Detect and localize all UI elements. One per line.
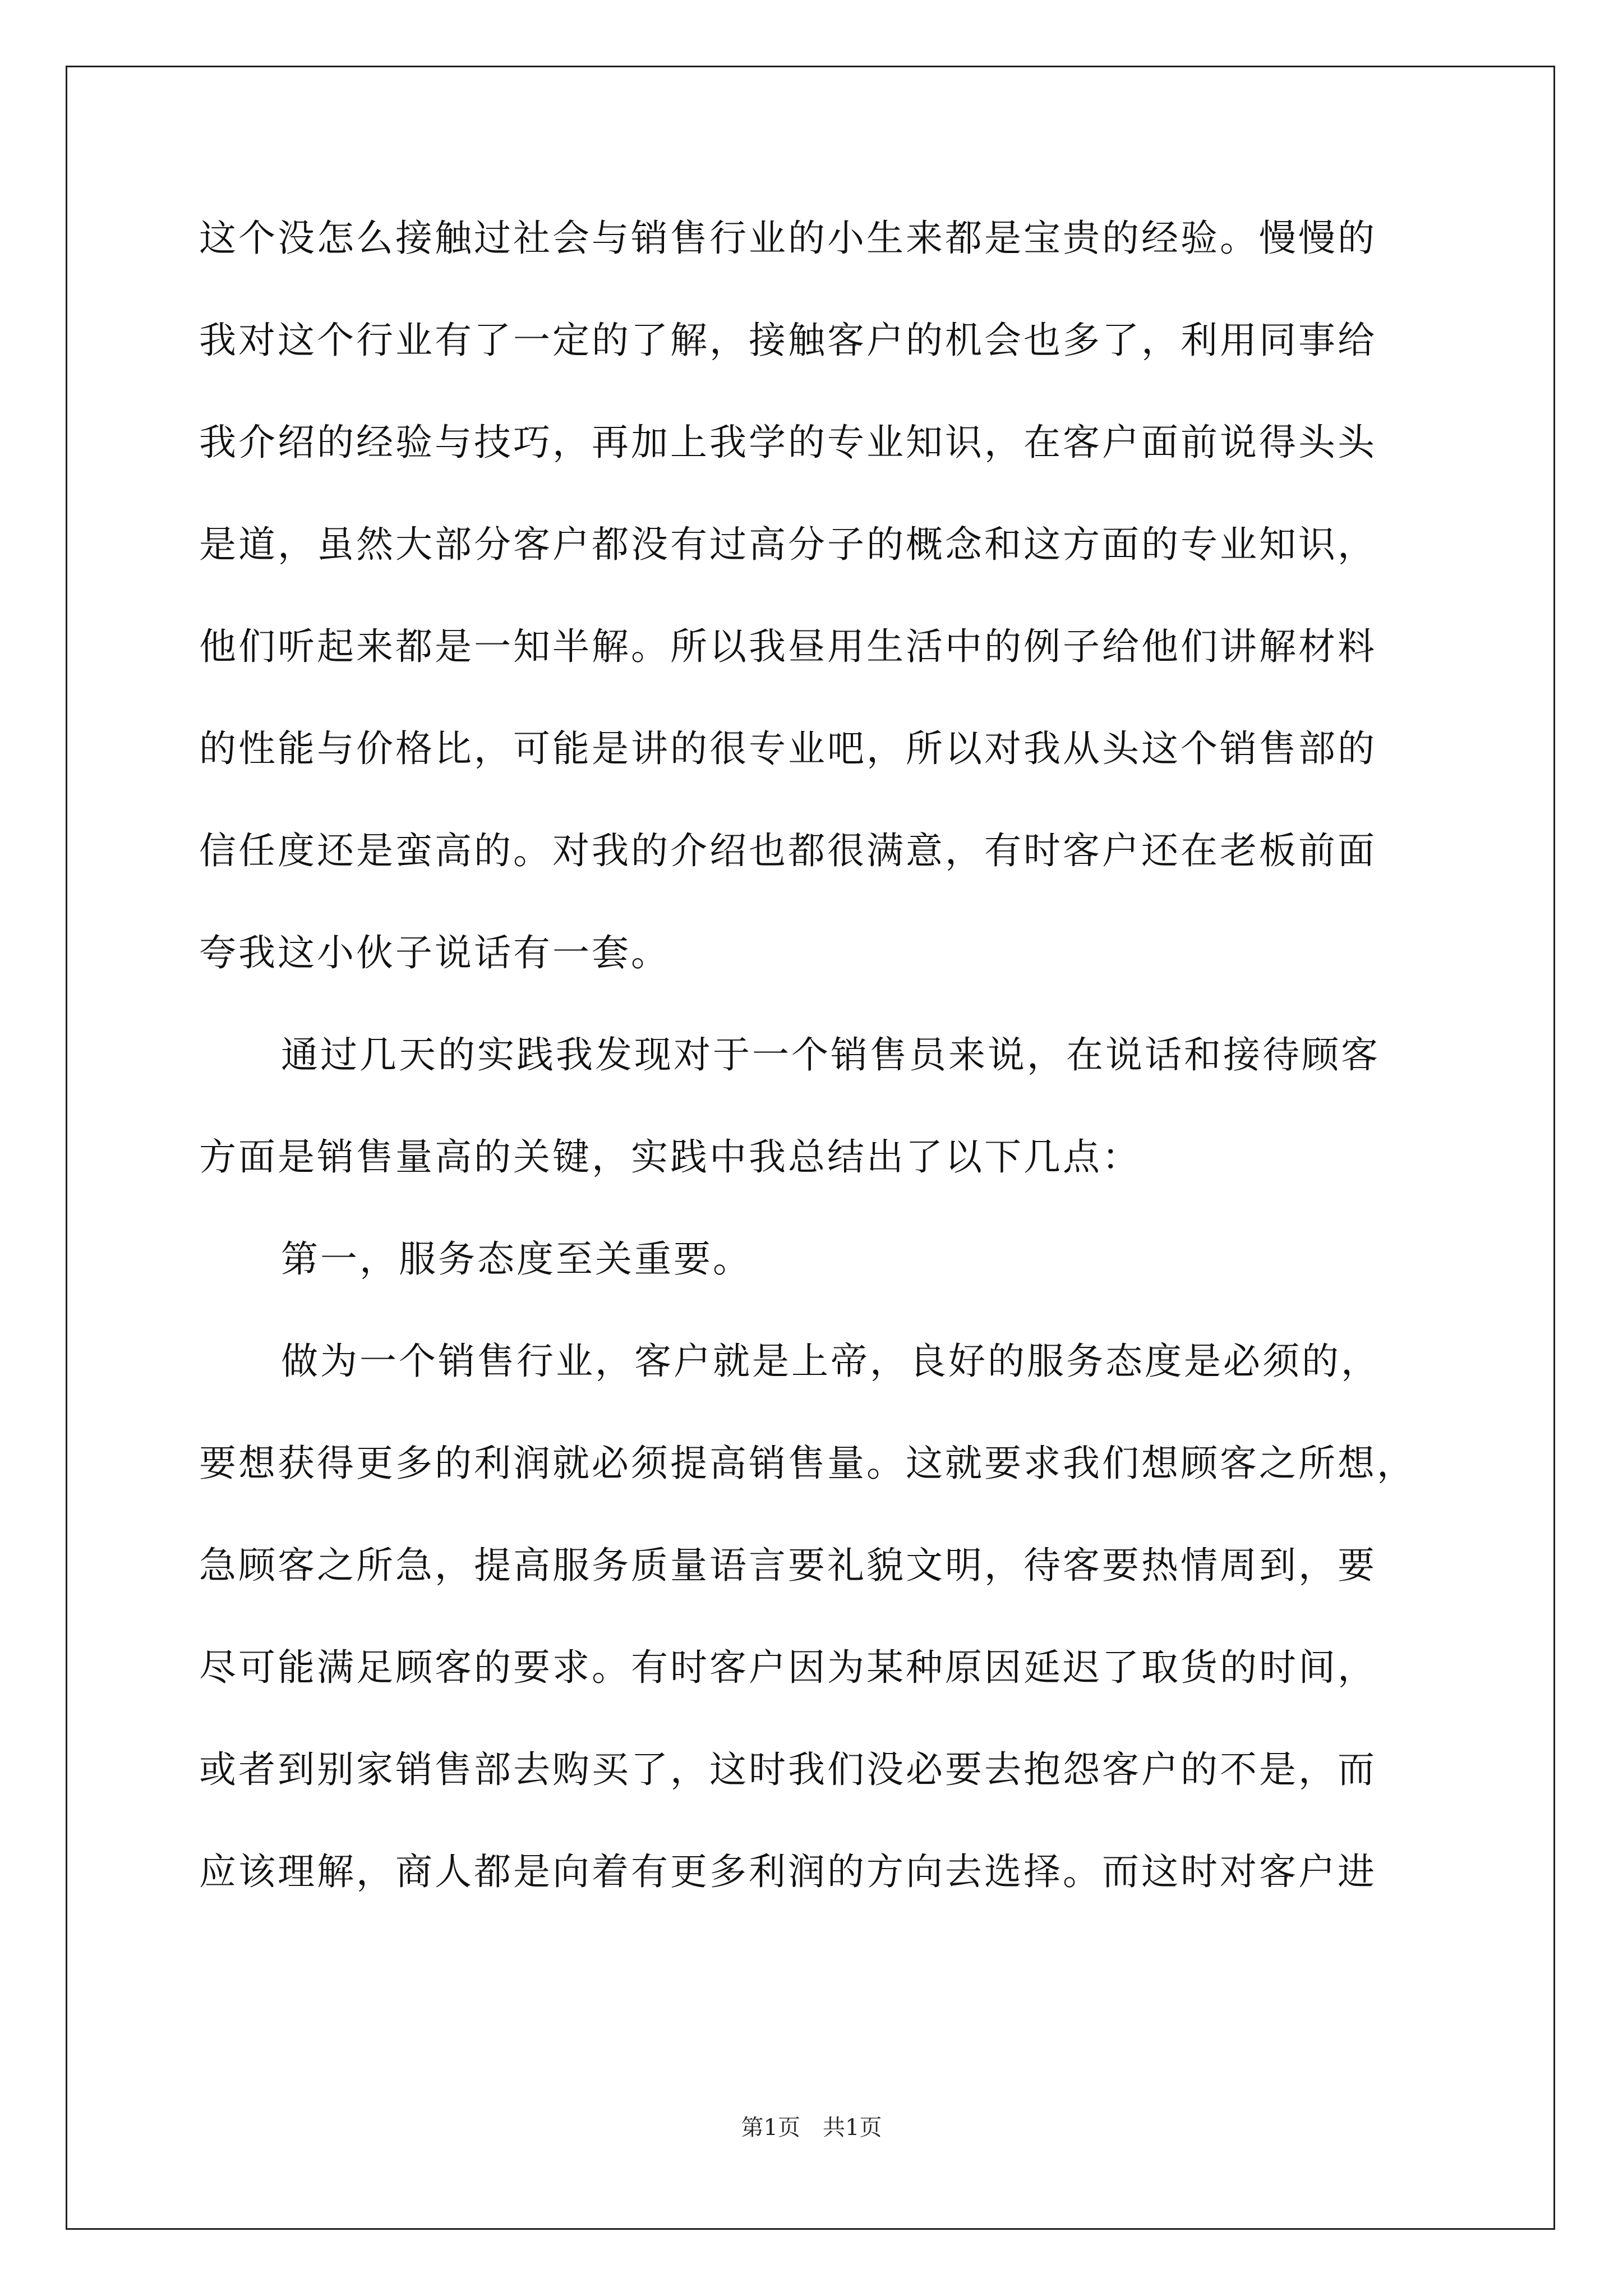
page-footer: 第1页 共1页 xyxy=(741,2115,882,2141)
text-line: 是道，虽然大部分客户都没有过高分子的概念和这方面的专业知识， xyxy=(199,523,1377,566)
text-line: 急顾客之所急，提高服务质量语言要礼貌文明，待客要热情周到，要 xyxy=(199,1544,1377,1587)
text-line: 我介绍的经验与技巧，再加上我学的专业知识，在客户面前说得头头 xyxy=(199,421,1377,464)
text-line: 或者到别家销售部去购买了，这时我们没必要去抱怨客户的不是，而 xyxy=(199,1748,1377,1791)
text-line: 夸我这小伙子说话有一套。 xyxy=(199,931,670,974)
paragraph-start-line: 通过几天的实践我发现对于一个销售员来说，在说话和接待顾客 xyxy=(281,1033,1380,1076)
text-line: 信任度还是蛮高的。对我的介绍也都很满意，有时客户还在老板前面 xyxy=(199,829,1377,872)
text-line: 我对这个行业有了一定的了解，接触客户的机会也多了，利用同事给 xyxy=(199,319,1377,362)
section-heading-line: 第一，服务态度至关重要。 xyxy=(281,1237,752,1281)
text-line: 的性能与价格比，可能是讲的很专业吧，所以对我从头这个销售部的 xyxy=(199,727,1377,770)
text-line: 他们听起来都是一知半解。所以我昼用生活中的例子给他们讲解材料 xyxy=(199,625,1377,668)
document-body xyxy=(199,216,1427,1952)
text-line: 要想获得更多的利润就必须提高销售量。这就要求我们想顾客之所想， xyxy=(199,1442,1416,1485)
text-line: 这个没怎么接触过社会与销售行业的小生来都是宝贵的经验。慢慢的 xyxy=(199,217,1377,260)
paragraph-start-line: 做为一个销售行业，客户就是上帝，良好的服务态度是必须的， xyxy=(281,1340,1380,1383)
text-line: 方面是销售量高的关键，实践中我总结出了以下几点： xyxy=(199,1135,1141,1179)
text-line: 尽可能满足顾客的要求。有时客户因为某种原因延迟了取货的时间， xyxy=(199,1646,1377,1689)
text-line: 应该理解，商人都是向着有更多利润的方向去选择。而这时对客户进 xyxy=(199,1850,1377,1893)
